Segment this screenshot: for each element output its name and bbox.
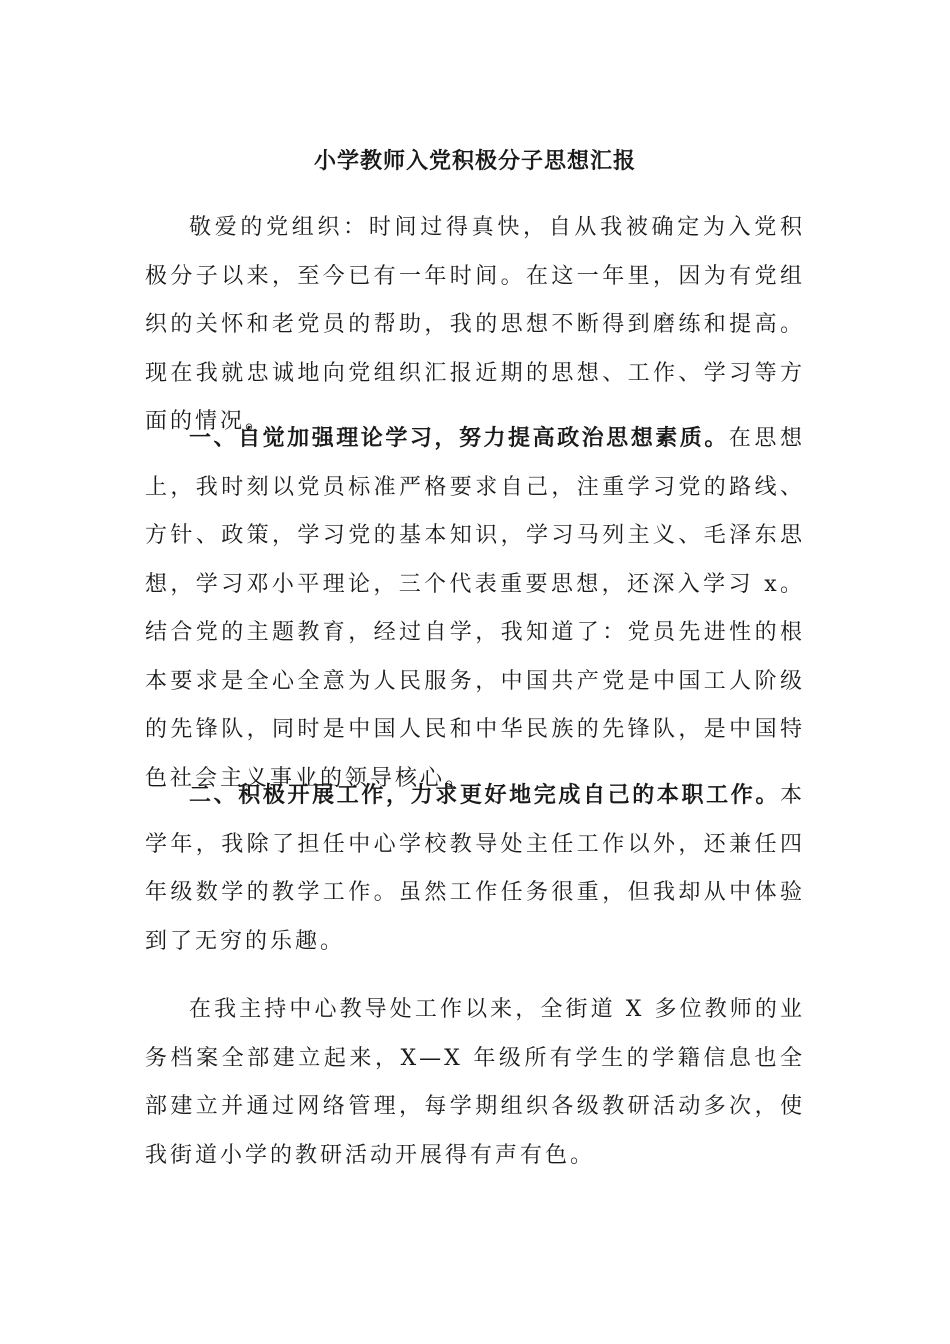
paragraph-teaching-office: [145, 986, 805, 1180]
paragraph-section-1: [145, 415, 805, 803]
section-heading: 二、积极开展工作，力求更好地完成自己的本职工作。: [189, 783, 780, 808]
document-title: 小学教师入党积极分子思想汇报: [313, 149, 636, 174]
section-heading: 一、自觉加强理论学习，努力提高政治思想素质。: [189, 426, 729, 451]
paragraph-text: 本学年，我除了担任中心学校教导处主任工作以外，还兼任四年级数学的教学工作。虽然工作任务很重，但我却从中体验到了无穷的乐趣。: [145, 783, 805, 954]
paragraph-section-2: [145, 772, 805, 966]
paragraph-text: 在思想上，我时刻以党员标准严格要求自己，注重学习党的路线、方针、政策，学习党的基本知识，学习马列主义、毛泽东思想，学习邓小平理论，三个代表重要思想，还深入学习 x。结合党的主题教育，经过自学，我知道了：党员先进性的根本要求是全心全意为人民服务，中国共产党是中国工人阶级的先锋队，同时是中国人民和中华民族的先锋队，是中国特色社会主义事业的领导核心。: [145, 426, 805, 791]
paragraph-text: 在我主持中心教导处工作以来，全街道 X 多位教师的业务档案全部建立起来，X—X 年级所有学生的学籍信息也全部建立并通过网络管理，每学期组织各级教研活动多次，使我街道小学的教研活动开展得有声有色。: [145, 997, 805, 1168]
paragraph-intro: [145, 204, 805, 447]
paragraph-text: 敬爱的党组织：时间过得真快，自从我被确定为入党积极分子以来，至今已有一年时间。在这一年里，因为有党组织的关怀和老党员的帮助，我的思想不断得到磨练和提高。现在我就忠诚地向党组织汇报近期的思想、工作、学习等方面的情况。: [145, 215, 805, 434]
